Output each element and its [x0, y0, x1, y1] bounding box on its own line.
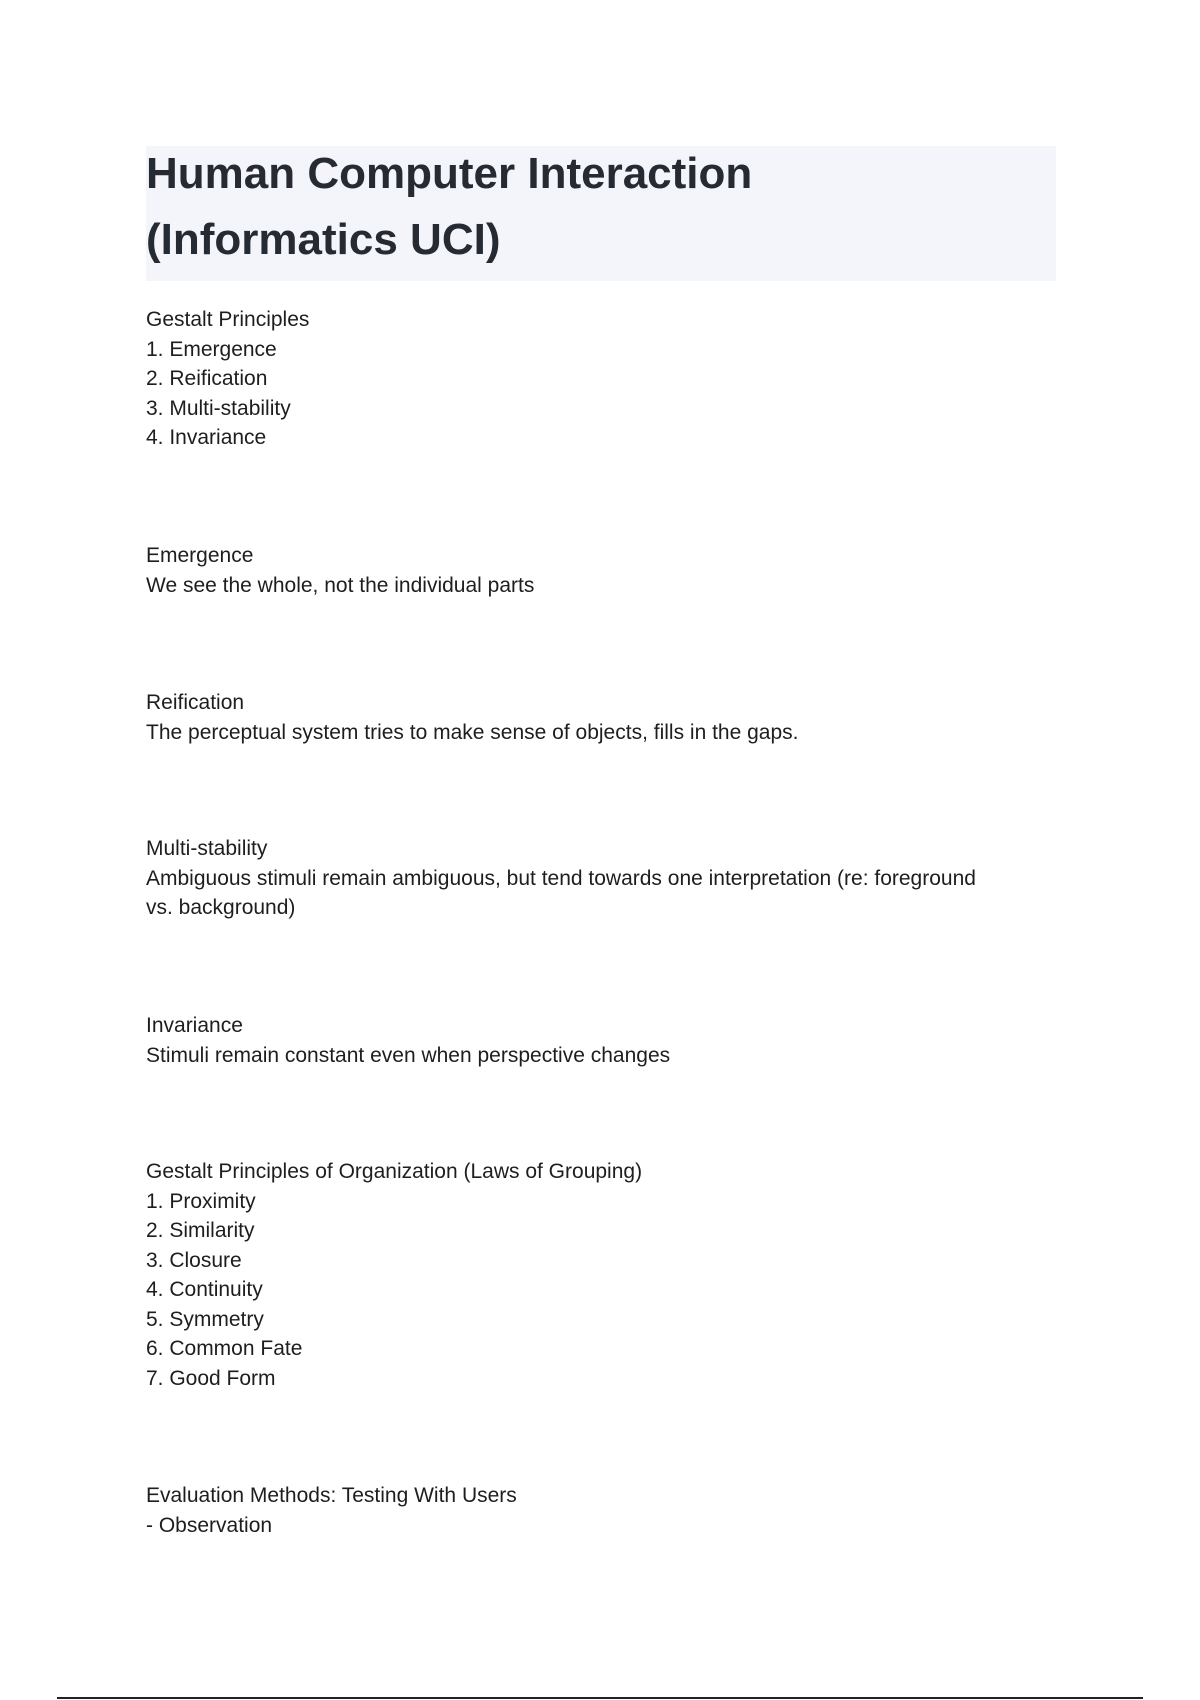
list-item: 1. Proximity [146, 1189, 256, 1213]
section-gestalt-principles [146, 305, 1046, 453]
section-invariance [146, 1011, 1046, 1070]
list-item: 3. Closure [146, 1248, 242, 1272]
definition-text: Ambiguous stimuli remain ambiguous, but tend towards one interpretation (re: foreground [146, 866, 976, 890]
section-heading: Invariance [146, 1014, 243, 1037]
section-emergence [146, 541, 1046, 600]
section-heading: Gestalt Principles of Organization (Laws of Grouping) [146, 1160, 643, 1183]
section-heading: Multi-stability [146, 837, 268, 860]
list-item: 7. Good Form [146, 1366, 276, 1390]
list-item: 6. Common Fate [146, 1337, 303, 1360]
title-banner [146, 146, 1056, 281]
list-item: 4. Invariance [146, 426, 267, 449]
section-multi-stability [146, 834, 1046, 923]
list-item: 2. Reification [146, 367, 268, 390]
list-item: 1. Emergence [146, 337, 277, 361]
section-heading: Reification [146, 691, 245, 714]
definition-text: Stimuli remain constant even when perspective changes [146, 1043, 671, 1067]
section-reification [146, 688, 1046, 747]
definition-text: vs. background) [146, 896, 296, 919]
section-heading: Emergence [146, 544, 254, 567]
section-heading: Gestalt Principles [146, 308, 310, 331]
section-evaluation-methods [146, 1481, 1046, 1540]
list-item: 2. Similarity [146, 1219, 255, 1242]
definition-text: The perceptual system tries to make sense of objects, fills in the gaps. [146, 720, 799, 744]
list-item: - Observation [146, 1513, 273, 1537]
page-title-line-1: Human Computer Interaction [146, 149, 753, 198]
list-item: 3. Multi-stability [146, 396, 291, 420]
section-laws-of-grouping [146, 1157, 1046, 1393]
page-title-line-2: (Informatics UCI) [146, 215, 501, 264]
list-item: 5. Symmetry [146, 1307, 264, 1331]
section-heading: Evaluation Methods: Testing With Users [146, 1484, 517, 1507]
definition-text: We see the whole, not the individual parts [146, 573, 535, 597]
list-item: 4. Continuity [146, 1278, 263, 1301]
page-bottom-rule [57, 1697, 1143, 1699]
